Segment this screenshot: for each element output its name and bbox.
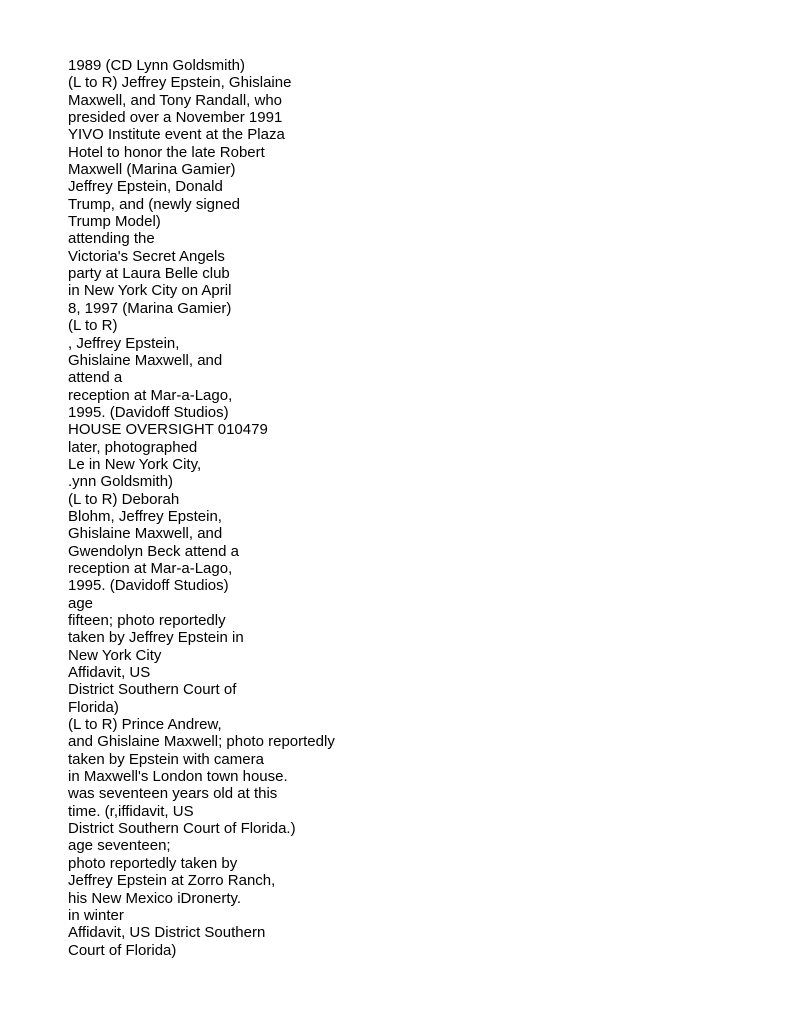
text-line: and Ghislaine Maxwell; photo reportedly — [68, 733, 335, 751]
text-line: Victoria's Secret Angels — [68, 247, 225, 265]
text-line: (L to R) Prince Andrew, — [68, 716, 222, 734]
text-line: Affidavit, US — [68, 664, 151, 682]
text-line: photo reportedly taken by — [68, 854, 238, 872]
text-line: Maxwell, and Tony Randall, who — [68, 91, 283, 109]
text-line: time. (r,iffidavit, US — [68, 802, 194, 820]
text-line: reception at Mar-a-Lago, — [68, 559, 233, 577]
text-line: , Jeffrey Epstein, — [68, 334, 180, 352]
text-line: New York City — [68, 646, 162, 664]
text-line: was seventeen years old at this — [68, 785, 278, 803]
text-line: Ghislaine Maxwell, and — [68, 351, 223, 369]
text-line: attend a — [68, 369, 123, 387]
text-line: Gwendolyn Beck attend a — [68, 542, 239, 560]
text-line: in winter — [68, 906, 124, 924]
text-line: Blohm, Jeffrey Epstein, — [68, 507, 222, 525]
text-line: District Southern Court of Florida.) — [68, 820, 296, 838]
text-line: age — [68, 594, 94, 612]
text-line: .ynn Goldsmith) — [68, 473, 174, 491]
text-line: Affidavit, US District Southern — [68, 924, 266, 942]
text-line: Ghislaine Maxwell, and — [68, 525, 223, 543]
text-line: taken by Epstein with camera — [68, 750, 264, 768]
text-line: fifteen; photo reportedly — [68, 612, 226, 629]
text-line: in Maxwell's London town house. — [68, 768, 288, 786]
ocr-caption-text-block — [68, 57, 768, 959]
text-line: 1995. (Davidoff Studios) — [68, 403, 229, 421]
text-line: Trump, and (newly signed — [68, 195, 241, 213]
text-line: 1989 (CD Lynn Goldsmith) — [68, 57, 246, 74]
text-line: his New Mexico iDronerty. — [68, 889, 242, 907]
text-line: HOUSE OVERSIGHT 010479 — [68, 421, 268, 439]
text-line: (L to R) Jeffrey Epstein, Ghislaine — [68, 74, 292, 92]
text-line: Maxwell (Marina Gamier) — [68, 161, 236, 179]
text-line: later, photographed — [68, 438, 198, 456]
text-line: Jeffrey Epstein at Zorro Ranch, — [68, 872, 276, 890]
text-line: attending the — [68, 230, 155, 248]
text-line: reception at Mar-a-Lago, — [68, 386, 233, 404]
text-line: age seventeen; — [68, 837, 171, 855]
text-line: YIVO Institute event at the Plaza — [68, 126, 285, 144]
text-line: Le in New York City, — [68, 455, 202, 473]
text-line: 8, 1997 (Marina Gamier) — [68, 299, 232, 317]
text-line: Florida) — [68, 698, 119, 716]
text-line: party at Laura Belle club — [68, 265, 230, 283]
text-line: Court of Florida) — [68, 941, 177, 959]
text-line: presided over a November 1991 — [68, 109, 283, 127]
text-line: taken by Jeffrey Epstein in — [68, 629, 244, 647]
text-line: (L to R) — [68, 317, 118, 335]
text-line: Trump Model) — [68, 213, 161, 231]
text-line: District Southern Court of — [68, 681, 237, 699]
text-line: (L to R) Deborah — [68, 490, 180, 508]
text-line: Hotel to honor the late Robert — [68, 143, 265, 161]
text-line: 1995. (Davidoff Studios) — [68, 577, 229, 595]
text-line: Jeffrey Epstein, Donald — [68, 178, 223, 196]
text-line: in New York City on April — [68, 282, 232, 300]
